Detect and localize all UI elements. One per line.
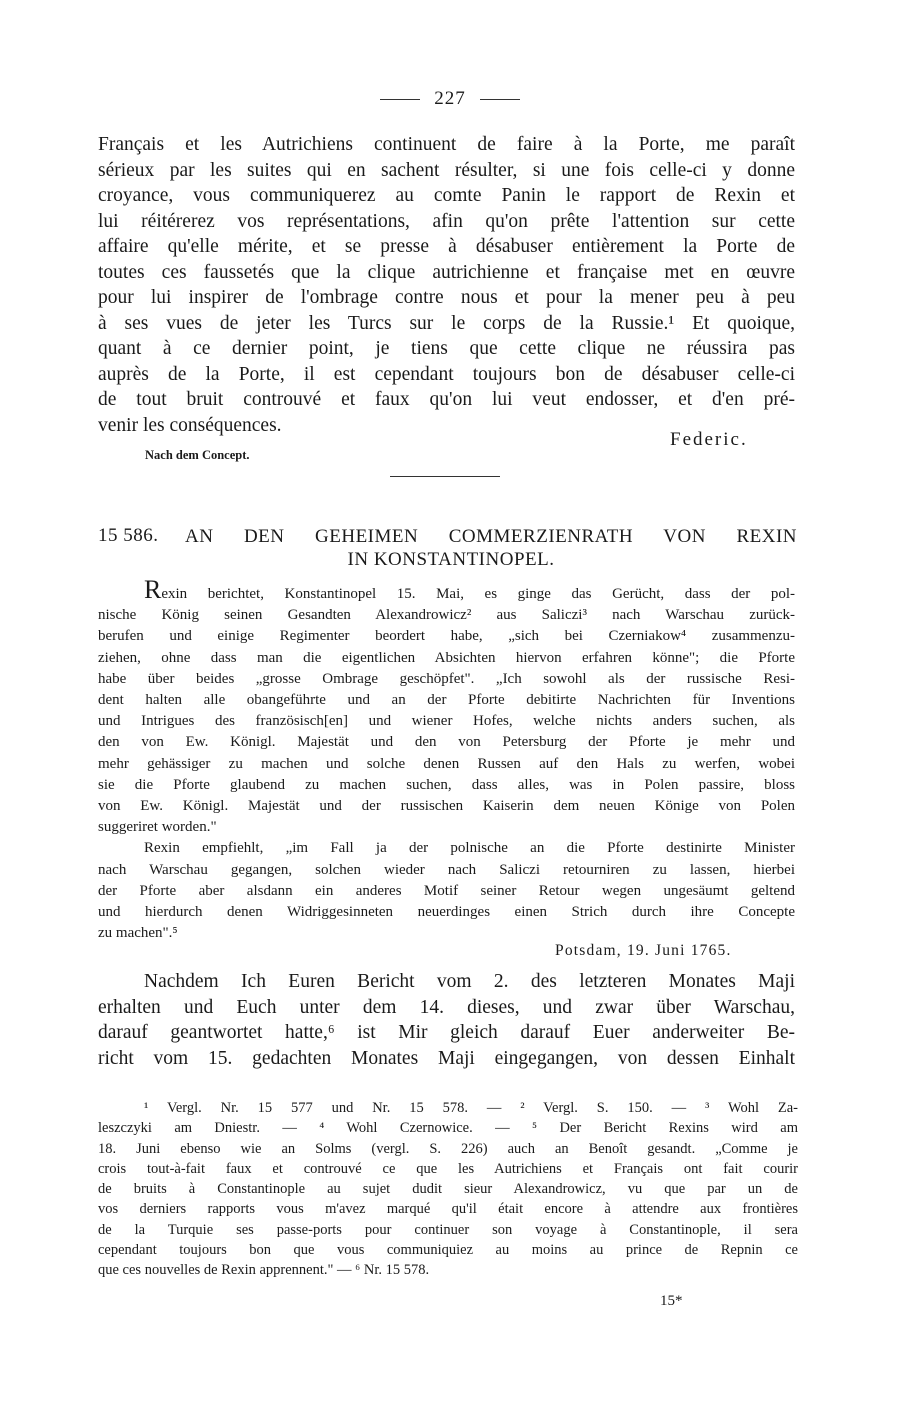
text-line: Nachdem Ich Euren Bericht vom 2. des letzteren Monates Maji bbox=[144, 971, 795, 992]
text-line: sérieux par les suites qui en sachent résulter, si une fois celle-ci y donne bbox=[98, 159, 795, 181]
text-line: croyance, vous communiquerez au comte Panin le rapport de Rexin et bbox=[98, 185, 795, 206]
dateline: Potsdam, 19. Juni 1765. bbox=[555, 942, 732, 959]
summary-line: suggeriret worden." bbox=[98, 819, 217, 836]
text-line: à ses vues de jeter les Turcs sur le corps de la Russie.¹ Et quoique, bbox=[98, 312, 795, 334]
document-title bbox=[185, 525, 797, 571]
text-line: auprès de la Porte, il est cependant toujours bon de désabuser celle-ci bbox=[98, 363, 795, 385]
document-title-line-1: AN DEN GEHEIMEN COMMERZIENRATH VON REXIN bbox=[185, 526, 797, 547]
summary-paragraph bbox=[98, 575, 795, 944]
letter-signature: Federic. bbox=[670, 429, 748, 450]
text-line: darauf geantwortet hatte,⁶ ist Mir gleich darauf Euer anderweiter Be- bbox=[98, 1022, 795, 1043]
page-number: 227 bbox=[434, 88, 466, 109]
text-line: venir les conséquences. bbox=[98, 414, 282, 436]
text-line: de tout bruit controuvé et faux qu'on lui veut endosser, et d'en pré- bbox=[98, 389, 795, 410]
header-rule-right bbox=[480, 99, 520, 100]
footnote-line: cependant toujours bon que vous communiquiez au moins au prince de Repnin ce bbox=[98, 1242, 798, 1259]
text-line: richt vom 15. gedachten Monates Maji eingegangen, von dessen Einhalt bbox=[98, 1047, 795, 1069]
footnote-line: leszczyki am Dniestr. — ⁴ Wohl Czernowice. — ⁵ Der Bericht Rexins wird am bbox=[98, 1120, 798, 1137]
footnote-line: crois tout-à-fait faux et controuvé ce que les Autrichiens et Français ont fait courir bbox=[98, 1160, 798, 1177]
header-rule-left bbox=[380, 99, 420, 100]
summary-line: habe über beides „grosse Ombrage geschöpfet". „Ich sowohl als der russische Resi- bbox=[98, 670, 795, 687]
text-line: toutes ces faussetés que la clique autrichienne et française met en œuvre bbox=[98, 261, 795, 283]
section-divider bbox=[390, 476, 500, 477]
footnote-line: vos derniers rapports vous m'avez marqué qu'il était encore à attendre aux frontières bbox=[98, 1201, 798, 1218]
text-line: pour lui inspirer de l'ombrage contre nous et pour la mener peu à peu bbox=[98, 287, 795, 308]
footnote-line: ¹ Vergl. Nr. 15 577 und Nr. 15 578. — ² Vergl. S. 150. — ³ Wohl Za- bbox=[144, 1100, 798, 1116]
summary-line: ziehen, ohne dass man die eigentlichen Absichten hiervon erfahren könne"; die Pforte bbox=[98, 649, 795, 666]
summary-line: nach Warschau gegangen, solchen wieder nach Saliczi retourniren zu lassen, hierbei bbox=[98, 861, 795, 878]
letter-closing-paragraph bbox=[98, 132, 795, 438]
summary-line-text: exin berichtet, Konstantinopel 15. Mai, es ginge das Gerücht, dass der pol- bbox=[161, 586, 795, 602]
summary-line: der Pforte aber alsdann ein anderes Motif seiner Retour wegen ungesäumt geltend bbox=[98, 882, 795, 899]
summary-line: von Ew. Königl. Majestät und der russischen Kaiserin dem neuen Könige von Polen bbox=[98, 798, 795, 815]
footnote-line: 18. Juni ebenso wie an Solms (vergl. S. 226) auch an Benoît gesandt. „Comme je bbox=[98, 1140, 798, 1157]
summary-line: den von Ew. Königl. Majestät und den von Petersburg der Pforte je mehr und bbox=[98, 734, 795, 751]
summary-line: Rexin empfiehlt, „im Fall ja der polnische an die Pforte destinirte Minister bbox=[144, 840, 795, 857]
summary-line: und Intrigues des französisch[en] und wiener Hofes, welche nichts anders suchen, als bbox=[98, 713, 795, 730]
summary-line: mehr gehässiger zu machen und solche denen Russen auf den Hals zu werfen, wobei bbox=[98, 755, 795, 772]
summary-line: und hierdurch denen Widriggesinneten neuerdinges einen Strich durch ihre Concepte bbox=[98, 904, 795, 921]
text-line: quant à ce dernier point, je tiens que cette clique ne réussira pas bbox=[98, 338, 795, 359]
text-line: Français et les Autrichiens continuent de faire à la Porte, me paraît bbox=[98, 134, 795, 155]
dropcap-letter: R bbox=[144, 575, 162, 604]
summary-line: dent halten alle obangeführte und an der Pforte debitirte Nachrichten für Inventions bbox=[98, 692, 795, 709]
summary-line: sie die Pforte glaubend zu machen suchen, dass alles, was in Polen passire, bloss bbox=[98, 776, 795, 793]
summary-line: berufen und einige Regimenter beordert habe, „sich bei Czerniakow⁴ zusammenzu- bbox=[98, 628, 795, 645]
document-title-line-2: IN KONSTANTINOPEL. bbox=[347, 549, 555, 570]
page-header bbox=[0, 88, 900, 110]
footnote-line: que ces nouvelles de Rexin apprennent." — ⁶ Nr. 15 578. bbox=[98, 1262, 430, 1279]
summary-line: zu machen".⁵ bbox=[98, 925, 178, 942]
footnotes bbox=[98, 1098, 798, 1281]
source-note: Nach dem Concept. bbox=[145, 448, 250, 462]
document-number: 15 586. bbox=[98, 525, 159, 546]
text-line: affaire qu'elle mérite, et se presse à désabuser entièrement la Porte de bbox=[98, 236, 795, 257]
letter-body-paragraph bbox=[98, 969, 795, 1071]
summary-line: nische König seinen Gesandten Alexandrowicz² aus Saliczi³ nach Warschau zurück- bbox=[98, 607, 795, 624]
text-line: erhalten und Euch unter dem 14. dieses, und zwar über Warschau, bbox=[98, 996, 795, 1018]
footnote-line: de bruits à Constantinople au sujet dudit sieur Alexandrowicz, vu que par un de bbox=[98, 1181, 798, 1198]
text-line: lui réitérerez vos représentations, afin qu'on prête l'attention sur cette bbox=[98, 210, 795, 232]
footnote-line: de la Turquie ses passe-ports pour continuer son voyage à Constantinople, il sera bbox=[98, 1221, 798, 1238]
summary-line bbox=[98, 575, 795, 605]
printer-signature-mark: 15* bbox=[660, 1293, 683, 1309]
